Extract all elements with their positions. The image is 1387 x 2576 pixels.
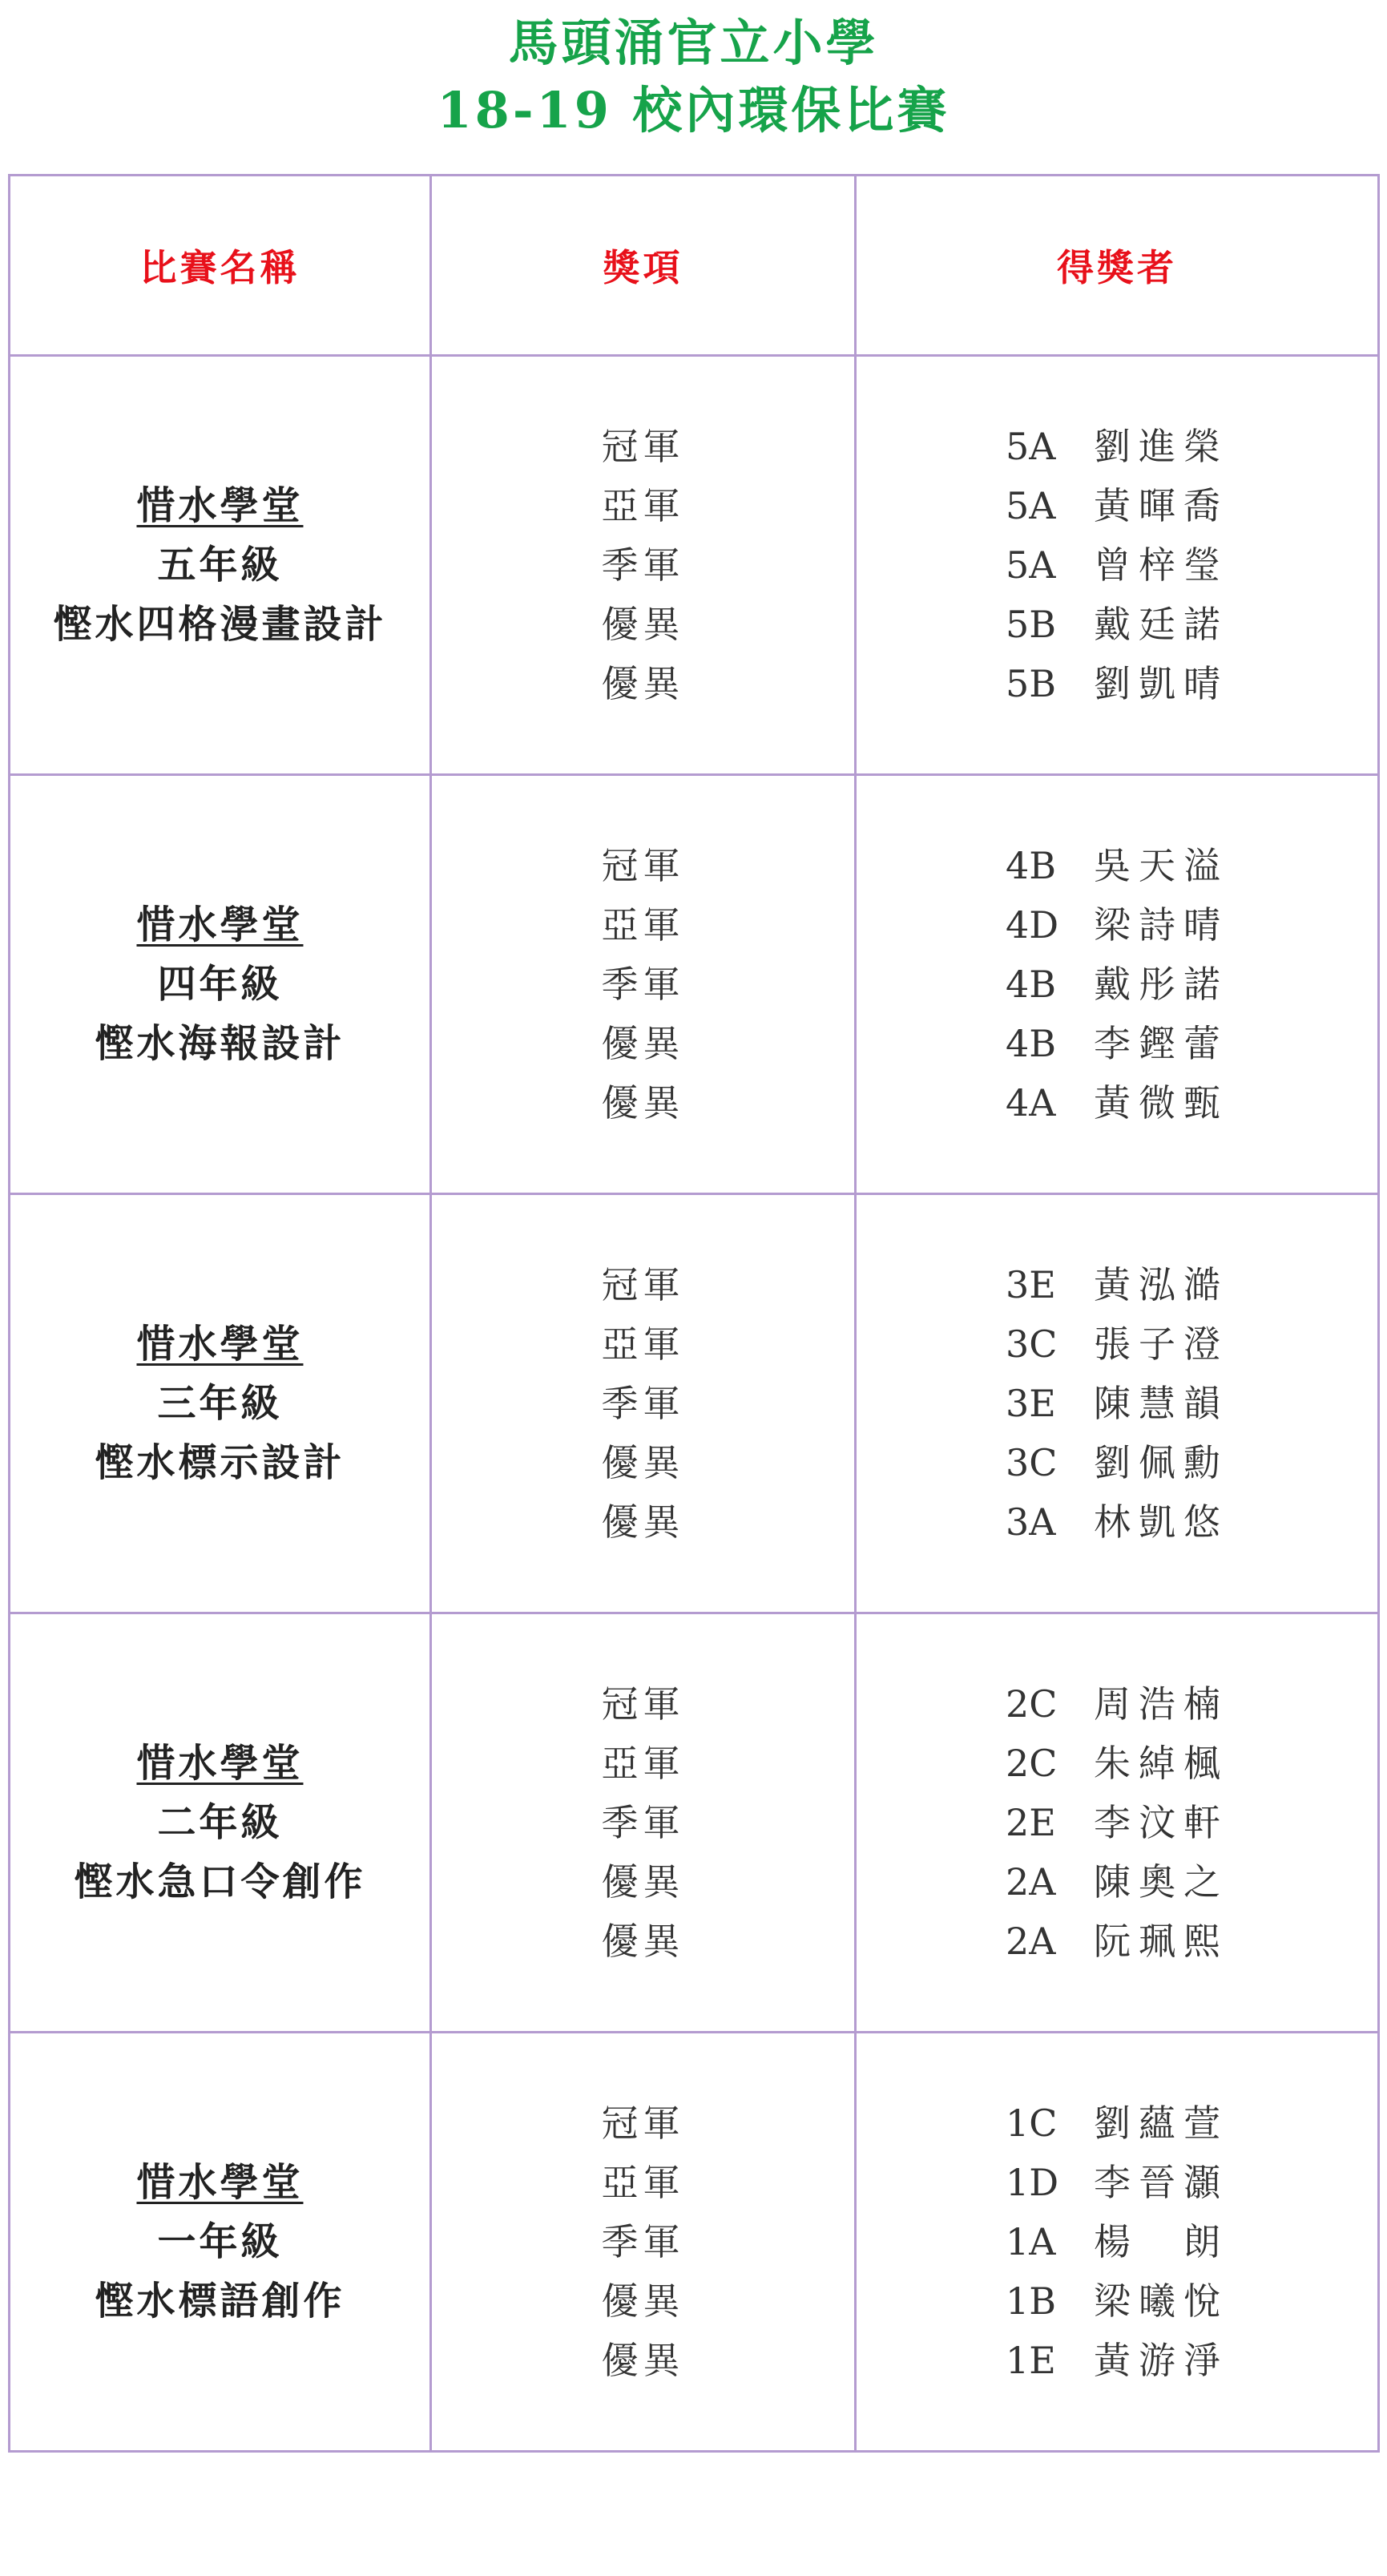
award-label: 優異 [601,1441,685,1484]
winner-cell [856,356,1379,775]
table-row [10,1613,1379,2033]
winner-cell [856,775,1379,1194]
winner-entry [1006,955,1228,1014]
winner-class: 2C [1006,1682,1058,1726]
competition-cell [10,2033,431,2452]
awards-body [10,356,1379,2452]
winner-class: 2A [1006,1860,1056,1904]
header-row [10,176,1379,356]
winner-entry [1006,595,1228,654]
competition-grade: 四年級 [157,962,283,1007]
winner-entry [1006,1255,1228,1314]
award-label: 亞軍 [601,1322,685,1366]
award-label: 亞軍 [601,1742,685,1785]
award-label: 亞軍 [601,2161,685,2204]
winner-name: 黃暉喬 [1094,484,1228,527]
competition-name: 慳水標語創作 [95,2279,345,2324]
award-label: 優異 [601,1500,685,1544]
award-label: 優異 [601,662,685,705]
winner-entry [1006,1314,1228,1374]
winner-entry [1006,1852,1228,1912]
header-award: 獎項 [431,176,856,356]
winner-entry [1006,836,1228,895]
winner-name: 李鏗蕾 [1094,1022,1228,1065]
award-label: 亞軍 [601,484,685,527]
winner-name: 劉進榮 [1094,425,1228,468]
winner-name: 戴廷諾 [1094,603,1228,646]
competition-name: 慳水海報設計 [95,1021,345,1066]
award-label: 季軍 [601,963,685,1006]
winner-name: 李汶軒 [1094,1801,1228,1844]
winner-class: 5B [1006,603,1057,646]
competition-grade: 二年級 [157,1800,283,1845]
winner-class: 1C [1006,2102,1058,2145]
winner-class: 5A [1006,484,1056,527]
award-label: 優異 [601,603,685,646]
winner-name: 張子澄 [1094,1322,1228,1366]
competition-grade: 三年級 [157,1381,283,1426]
winner-class: 3C [1006,1322,1058,1366]
winner-cell [856,1194,1379,1613]
winner-entry [1006,2331,1228,2390]
table-row [10,356,1379,775]
winner-name: 陳慧韻 [1094,1382,1228,1425]
competition-grade: 一年級 [157,2219,283,2264]
winner-name: 林凱悠 [1094,1500,1228,1544]
winner-list [1006,836,1228,1133]
winner-class: 1E [1006,2339,1056,2382]
winner-name: 陳奧之 [1094,1860,1228,1904]
page-title [0,10,1387,144]
winner-entry [1006,417,1228,476]
competition-series: 惜水學堂 [136,902,304,947]
competition-cell [10,775,431,1194]
winner-class: 3E [1006,1263,1056,1306]
winner-cell [856,1613,1379,2033]
award-cell [431,356,856,775]
winner-entry [1006,1374,1228,1433]
winner-entry [1006,1912,1228,1971]
table-row [10,2033,1379,2452]
award-label: 季軍 [601,1801,685,1844]
winner-entry [1006,1674,1228,1734]
awards-table [8,174,1380,2453]
competition-name: 慳水標示設計 [95,1440,345,1485]
winner-class: 4D [1006,903,1059,947]
competition-series: 惜水學堂 [136,2160,304,2205]
award-label: 冠軍 [601,2102,685,2145]
award-cell [431,1613,856,2033]
winner-name: 李晉灝 [1094,2161,1228,2204]
winner-entry [1006,1793,1228,1852]
winner-name: 黃游淨 [1094,2339,1228,2382]
winner-class: 4B [1006,844,1057,887]
table-row [10,775,1379,1194]
competition-title: 18-19 校內環保比賽 [437,81,950,139]
winner-entry [1006,1073,1228,1133]
winner-class: 5A [1006,543,1056,587]
winner-list [1006,1255,1228,1552]
winner-list [1006,1674,1228,1971]
winner-entry [1006,1433,1228,1492]
winner-name: 劉凱晴 [1094,662,1228,705]
competition-series: 惜水學堂 [136,1322,304,1367]
award-label: 季軍 [601,1382,685,1425]
award-cell [431,1194,856,1613]
winner-entry [1006,654,1228,713]
competition-cell [10,1194,431,1613]
winner-class: 2E [1006,1801,1056,1844]
award-label: 冠軍 [601,1263,685,1306]
award-label: 優異 [601,1920,685,1963]
winner-name: 楊 朗 [1094,2220,1228,2263]
award-cell [431,775,856,1194]
award-label: 冠軍 [601,1682,685,1726]
winner-list [1006,417,1228,713]
table-row [10,1194,1379,1613]
winner-class: 4B [1006,963,1057,1006]
award-label: 優異 [601,1860,685,1904]
award-label: 優異 [601,1022,685,1065]
winner-entry [1006,2271,1228,2331]
winner-class: 4A [1006,1081,1056,1124]
winner-name: 黃泓澔 [1094,1263,1228,1306]
competition-cell [10,1613,431,2033]
award-label: 亞軍 [601,903,685,947]
competition-name: 慳水急口令創作 [74,1859,366,1904]
winner-entry [1006,2212,1228,2271]
competition-series: 惜水學堂 [136,1741,304,1786]
award-label: 優異 [601,1081,685,1124]
school-name: 馬頭涌官立小學 [508,14,879,72]
winner-name: 劉蘊萱 [1094,2102,1228,2145]
competition-name: 慳水四格漫畫設計 [53,602,387,647]
winner-name: 朱綽楓 [1094,1742,1228,1785]
winner-entry [1006,1014,1228,1073]
winner-entry [1006,476,1228,535]
competition-grade: 五年級 [157,543,283,587]
award-label: 季軍 [601,2220,685,2263]
winner-class: 2C [1006,1742,1058,1785]
winner-class: 2A [1006,1920,1056,1963]
award-label: 冠軍 [601,844,685,887]
winner-name: 戴彤諾 [1094,963,1228,1006]
winner-class: 1A [1006,2220,1056,2263]
winner-entry [1006,895,1228,955]
winner-name: 曾梓瑩 [1094,543,1228,587]
winner-class: 3E [1006,1382,1056,1425]
winner-name: 梁詩晴 [1094,903,1228,947]
header-winner: 得獎者 [856,176,1379,356]
winner-class: 4B [1006,1022,1057,1065]
winner-name: 吳天溢 [1094,844,1228,887]
award-label: 冠軍 [601,425,685,468]
winner-class: 1D [1006,2161,1059,2204]
award-label: 優異 [601,2339,685,2382]
award-label: 季軍 [601,543,685,587]
winner-name: 劉佩勳 [1094,1441,1228,1484]
winner-name: 周浩楠 [1094,1682,1228,1726]
award-cell [431,2033,856,2452]
winner-entry [1006,2153,1228,2212]
competition-cell [10,356,431,775]
winner-class: 5A [1006,425,1056,468]
winner-class: 3A [1006,1500,1056,1544]
winner-entry [1006,1492,1228,1552]
award-label: 優異 [601,2279,685,2323]
header-competition: 比賽名稱 [10,176,431,356]
winner-name: 阮珮熙 [1094,1920,1228,1963]
winner-entry [1006,2094,1228,2153]
winner-list [1006,2094,1228,2390]
winner-entry [1006,1734,1228,1793]
winner-name: 梁曦悅 [1094,2279,1228,2323]
winner-class: 5B [1006,662,1057,705]
winner-class: 1B [1006,2279,1057,2323]
winner-cell [856,2033,1379,2452]
winner-name: 黃微甄 [1094,1081,1228,1124]
competition-series: 惜水學堂 [136,483,304,528]
winner-entry [1006,535,1228,595]
winner-class: 3C [1006,1441,1058,1484]
